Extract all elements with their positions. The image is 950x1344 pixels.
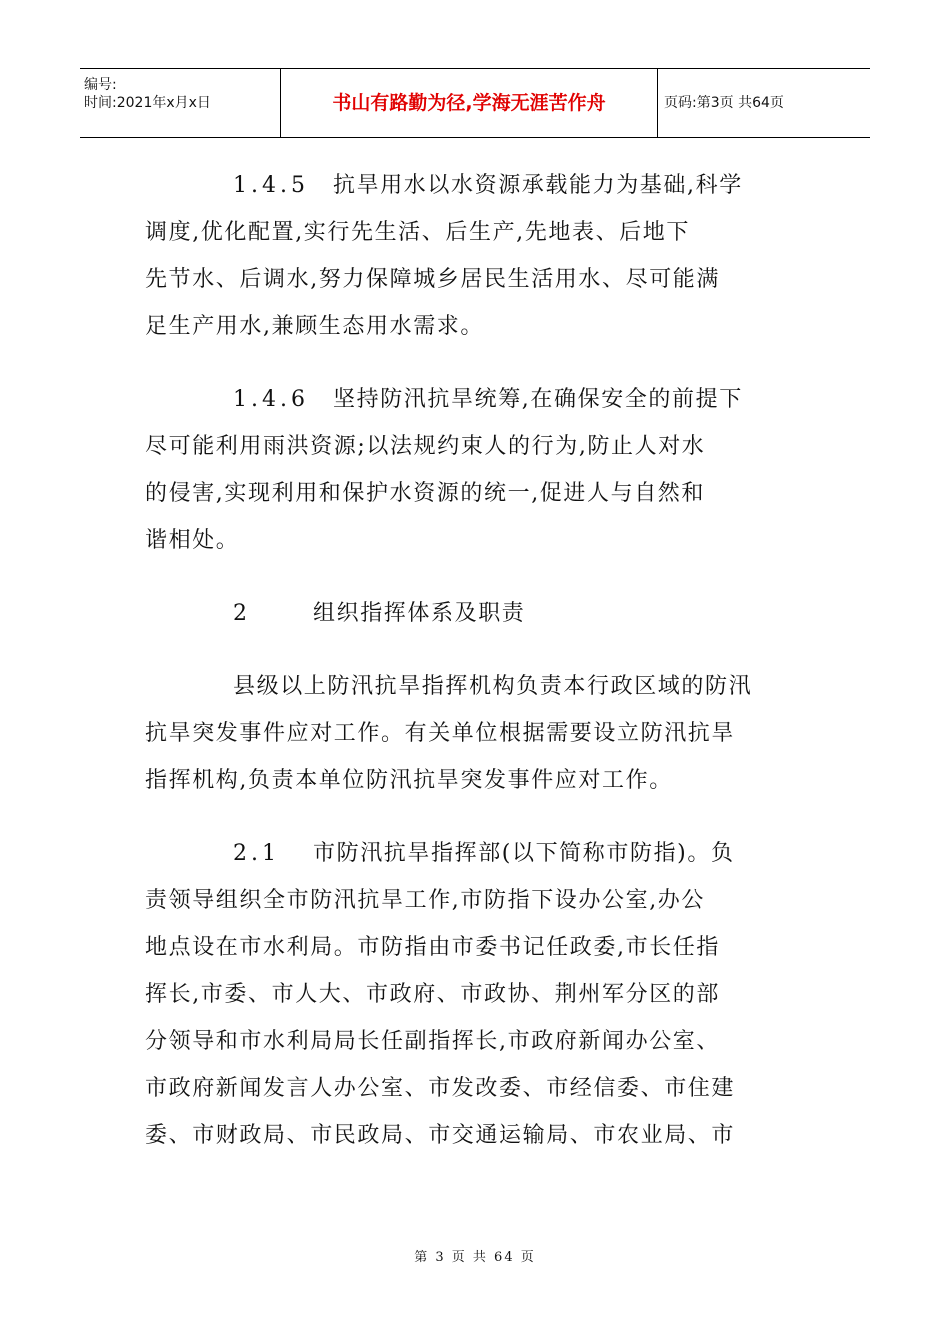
paragraph-1-4-6 — [145, 376, 807, 564]
section-number: 2.1 — [233, 841, 280, 866]
header-motto: 书山有路勤为径,学海无涯苦作舟 — [281, 69, 658, 137]
text-line — [145, 830, 807, 877]
text-line: 分领导和市水利局局长任副指挥长,市政府新闻办公室、 — [145, 1029, 720, 1054]
section-number: 1.4.6 — [233, 387, 309, 412]
section-title: 组织指挥体系及职责 — [313, 601, 526, 626]
text-line: 先节水、后调水,努力保障城乡居民生活用水、尽可能满 — [145, 267, 720, 292]
text-line: 足生产用水,兼顾生态用水需求。 — [145, 314, 484, 339]
header-meta — [80, 69, 281, 137]
text-line-content: 抗旱用水以水资源承载能力为基础,科学 — [333, 173, 743, 198]
text-line: 挥长,市委、市人大、市政府、市政协、荆州军分区的部 — [145, 982, 720, 1007]
text-line: 委、市财政局、市民政局、市交通运输局、市农业局、市 — [145, 1123, 736, 1148]
text-line — [145, 590, 807, 637]
number-label: 编号: — [84, 77, 117, 93]
paragraph-intro — [145, 663, 807, 804]
page-header — [80, 68, 870, 138]
page-footer: 第 3 页 共 64 页 — [414, 1250, 536, 1265]
text-line: 责领导组织全市防汛抗旱工作,市防指下设办公室,办公 — [145, 888, 705, 913]
text-line: 谐相处。 — [145, 528, 240, 553]
text-line: 指挥机构,负责本单位防汛抗旱突发事件应对工作。 — [145, 768, 673, 793]
text-line: 抗旱突发事件应对工作。有关单位根据需要设立防汛抗旱 — [145, 721, 736, 746]
text-line — [145, 162, 807, 209]
text-line: 县级以上防汛抗旱指挥机构负责本行政区域的防汛 — [233, 674, 753, 699]
time-label: 时间:2021年x月x日 — [84, 95, 211, 111]
document-body — [145, 162, 807, 1185]
text-line: 市政府新闻发言人办公室、市发改委、市经信委、市住建 — [145, 1076, 736, 1101]
paragraph-2-1 — [145, 830, 807, 1159]
section-number: 1.4.5 — [233, 173, 309, 198]
text-line — [145, 376, 807, 423]
paragraph-1-4-5 — [145, 162, 807, 350]
text-line: 地点设在市水利局。市防指由市委书记任政委,市长任指 — [145, 935, 720, 960]
text-line-content: 市防汛抗旱指挥部(以下简称市防指)。负 — [313, 841, 735, 866]
text-line: 调度,优化配置,实行先生活、后生产,先地表、后地下 — [145, 220, 690, 245]
text-line: 尽可能利用雨洪资源;以法规约束人的行为,防止人对水 — [145, 434, 706, 459]
text-line-content: 坚持防汛抗旱统筹,在确保安全的前提下 — [333, 387, 743, 412]
section-number: 2 — [233, 601, 249, 626]
header-page-info: 页码:第3页 共64页 — [664, 95, 784, 111]
section-heading-2 — [145, 590, 807, 637]
text-line: 的侵害,实现利用和保护水资源的统一,促进人与自然和 — [145, 481, 705, 506]
